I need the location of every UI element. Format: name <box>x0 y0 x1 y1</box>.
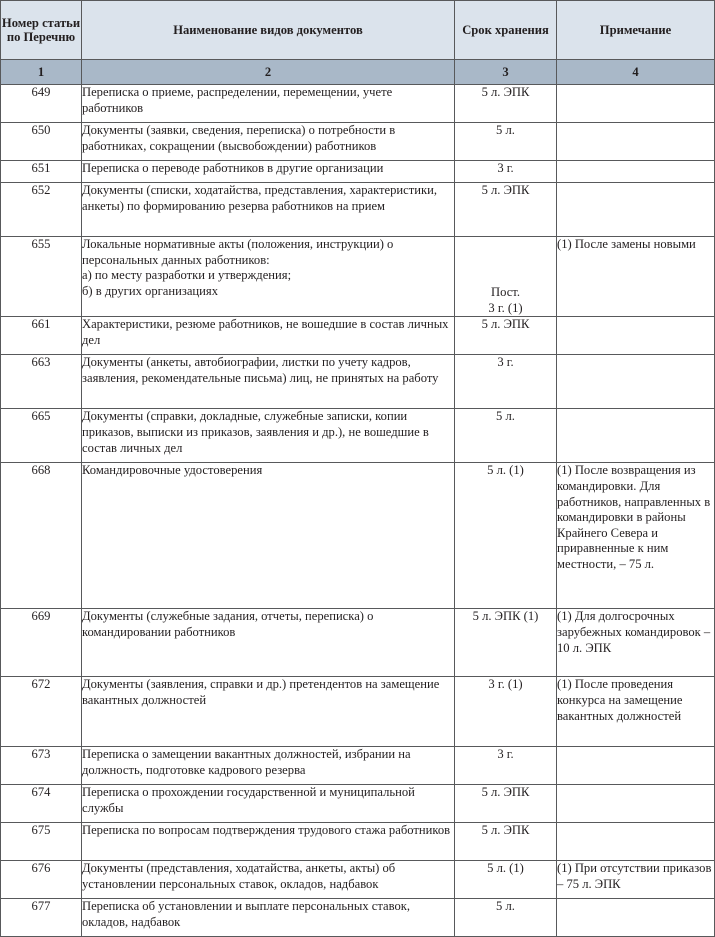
table-row <box>1 823 715 861</box>
document-name <box>82 237 455 317</box>
header-article-number: Номер статьи по Перечню <box>1 1 82 60</box>
retention-period: 5 л. <box>455 409 557 463</box>
table-row <box>1 409 715 463</box>
article-number: 677 <box>1 899 82 937</box>
document-name: Документы (справки, докладные, служебные записки, копии приказов, выписки из приказов, заявления и др.), не вошедшие в состав личных дел <box>82 409 455 463</box>
document-name: Переписка о переводе работников в другие организации <box>82 161 455 183</box>
document-name: Документы (представления, ходатайства, анкеты, акты) об установлении персональных ставок, окладов, надбавок <box>82 861 455 899</box>
document-name: Переписка о приеме, распределении, перемещении, учете работников <box>82 85 455 123</box>
table-row <box>1 355 715 409</box>
article-number: 669 <box>1 609 82 677</box>
note <box>557 123 715 161</box>
document-name-line: а) по месту разработки и утверждения; <box>82 268 292 283</box>
document-name-line: Локальные нормативные акты (положения, инструкции) о персональных данных работников: <box>82 237 394 267</box>
retention-period: 5 л. ЭПК <box>455 785 557 823</box>
document-name-line: б) в других организациях <box>82 283 218 298</box>
table-row <box>1 237 715 317</box>
note <box>557 409 715 463</box>
document-name: Документы (списки, ходатайства, представления, характеристики, анкеты) по формированию резерва работников на прием <box>82 183 455 237</box>
note <box>557 183 715 237</box>
table-row <box>1 463 715 609</box>
retention-period: 5 л. (1) <box>455 463 557 609</box>
document-name: Характеристики, резюме работников, не вошедшие в состав личных дел <box>82 317 455 355</box>
table-row <box>1 183 715 237</box>
retention-period: 5 л. ЭПК <box>455 183 557 237</box>
note: (1) Для долгосрочных зарубежных командировок – 10 л. ЭПК <box>557 609 715 677</box>
note: (1) После замены новыми <box>557 237 715 317</box>
retention-period: 5 л. ЭПК (1) <box>455 609 557 677</box>
document-name: Документы (анкеты, автобиографии, листки по учету кадров, заявления, рекомендательные письма) лиц, не принятых на работу <box>82 355 455 409</box>
retention-period: 5 л. ЭПК <box>455 317 557 355</box>
retention-period: 5 л. <box>455 123 557 161</box>
column-number: 4 <box>557 60 715 85</box>
document-name: Переписка о замещении вакантных должностей, избрании на должность, подготовке кадрового резерва <box>82 747 455 785</box>
article-number: 663 <box>1 355 82 409</box>
column-number: 2 <box>82 60 455 85</box>
article-number: 668 <box>1 463 82 609</box>
document-name: Документы (заявления, справки и др.) претендентов на замещение вакантных должностей <box>82 677 455 747</box>
article-number: 661 <box>1 317 82 355</box>
retention-period: 3 г. <box>455 355 557 409</box>
document-name: Документы (служебные задания, отчеты, переписка) о командировании работников <box>82 609 455 677</box>
table-row <box>1 785 715 823</box>
header-retention-period: Срок хранения <box>455 1 557 60</box>
retention-period: 3 г. <box>455 161 557 183</box>
note <box>557 899 715 937</box>
note: (1) При отсутствии приказов – 75 л. ЭПК <box>557 861 715 899</box>
table-row <box>1 85 715 123</box>
table-row <box>1 161 715 183</box>
retention-period <box>455 237 557 317</box>
retention-period: 5 л. (1) <box>455 861 557 899</box>
article-number: 665 <box>1 409 82 463</box>
retention-period-line: 3 г. (1) <box>488 300 523 315</box>
document-name: Переписка по вопросам подтверждения трудового стажа работников <box>82 823 455 861</box>
table-body <box>1 85 715 937</box>
note <box>557 355 715 409</box>
note: (1) После возвращения из командировки. Для работников, направленных в командировки в районы Крайнего Севера и приравненные к ним местности, – 75 л. <box>557 463 715 609</box>
retention-period: 3 г. (1) <box>455 677 557 747</box>
article-number: 651 <box>1 161 82 183</box>
table-row <box>1 861 715 899</box>
retention-period: 5 л. <box>455 899 557 937</box>
note <box>557 747 715 785</box>
document-name: Переписка о прохождении государственной и муниципальной службы <box>82 785 455 823</box>
article-number: 655 <box>1 237 82 317</box>
document-name: Командировочные удостоверения <box>82 463 455 609</box>
article-number: 649 <box>1 85 82 123</box>
column-number-row <box>1 60 715 85</box>
article-number: 650 <box>1 123 82 161</box>
retention-period-line: Пост. <box>491 285 520 300</box>
column-number: 3 <box>455 60 557 85</box>
table-row <box>1 747 715 785</box>
table-row <box>1 609 715 677</box>
note <box>557 85 715 123</box>
document-name: Документы (заявки, сведения, переписка) о потребности в работниках, сокращении (высвобождении) работников <box>82 123 455 161</box>
article-number: 673 <box>1 747 82 785</box>
retention-period: 5 л. ЭПК <box>455 85 557 123</box>
document-name: Переписка об установлении и выплате персональных ставок, окладов, надбавок <box>82 899 455 937</box>
note <box>557 785 715 823</box>
article-number: 676 <box>1 861 82 899</box>
header-note: Примечание <box>557 1 715 60</box>
article-number: 672 <box>1 677 82 747</box>
header-document-types: Наименование видов документов <box>82 1 455 60</box>
article-number: 674 <box>1 785 82 823</box>
note <box>557 317 715 355</box>
table-row <box>1 677 715 747</box>
note: (1) После проведения конкурса на замещение вакантных должностей <box>557 677 715 747</box>
note <box>557 823 715 861</box>
table-header-row <box>1 1 715 60</box>
table-row <box>1 899 715 937</box>
note <box>557 161 715 183</box>
article-number: 652 <box>1 183 82 237</box>
table-row <box>1 123 715 161</box>
article-number: 675 <box>1 823 82 861</box>
retention-period: 3 г. <box>455 747 557 785</box>
column-number: 1 <box>1 60 82 85</box>
retention-period: 5 л. ЭПК <box>455 823 557 861</box>
table-row <box>1 317 715 355</box>
